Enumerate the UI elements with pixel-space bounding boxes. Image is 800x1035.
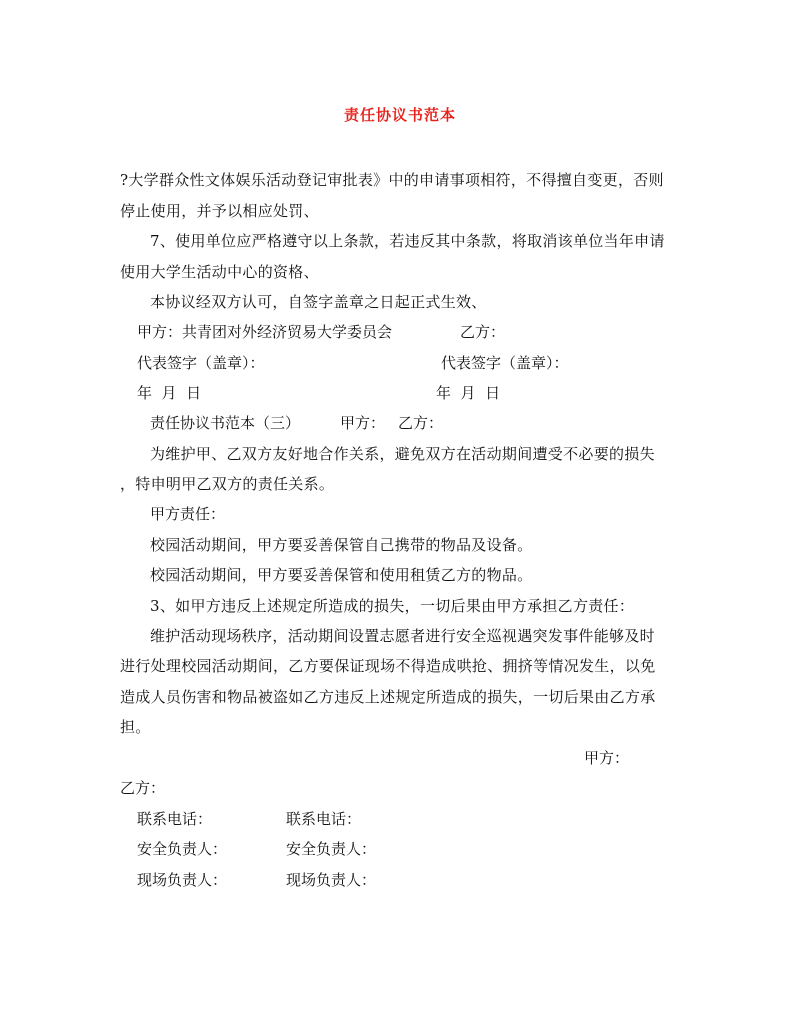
party-a-label: 甲方：共青团对外经济贸易大学委员会: [137, 323, 393, 341]
paragraph-line: 3、如甲方违反上述规定所造成的损失，一切后果由甲方承担乙方责任：: [150, 597, 635, 615]
paragraph-line: ?大学群众性文体娱乐活动登记审批表》中的申请事项相符，不得擅自变更，否则: [120, 171, 664, 189]
representative-signature-b: 代表签字（盖章）：: [441, 354, 569, 372]
paragraph-line: 停止使用，并予以相应处罚、: [120, 202, 319, 220]
paragraph-line: 校园活动期间，甲方要妥善保管和使用租赁乙方的物品。: [150, 566, 533, 584]
paragraph-line: 维护活动现场秩序，活动期间设置志愿者进行安全巡视遇突发事件能够及时: [150, 627, 655, 645]
paragraph-line: 本协议经双方认可，自签字盖章之日起正式生效、: [150, 293, 487, 311]
section-heading: 责任协议书范本（三）: [150, 414, 301, 432]
document-title: 责任协议书范本: [343, 106, 456, 124]
site-manager-a: 现场负责人：: [137, 871, 228, 889]
contact-phone-b: 联系电话：: [286, 810, 362, 828]
site-manager-b: 现场负责人：: [286, 871, 377, 889]
paragraph-line: 造成人员伤害和物品被盗如乙方违反上述规定所造成的损失，一切后果由乙方承: [120, 688, 656, 706]
representative-signature-a: 代表签字（盖章）：: [137, 354, 265, 372]
paragraph-line: 为维护甲、乙双方友好地合作关系，避免双方在活动期间遭受不必要的损失: [150, 445, 655, 463]
section-party-a: 甲方：: [340, 414, 386, 432]
party-a-responsibility-heading: 甲方责任：: [150, 505, 226, 523]
paragraph-line: 7、使用单位应严格遵守以上条款，若违反其中条款，将取消该单位当年申请: [150, 232, 665, 250]
paragraph-line: 校园活动期间，甲方要妥善保管自己携带的物品及设备。: [150, 536, 533, 554]
contact-phone-a: 联系电话：: [137, 810, 213, 828]
paragraph-line: 进行处理校园活动期间，乙方要保证现场不得造成哄抢、拥挤等情况发生，以免: [120, 657, 656, 675]
paragraph-line: ，特申明甲乙双方的责任关系。: [120, 475, 335, 493]
signature-party-b: 乙方：: [120, 779, 166, 797]
safety-officer-a: 安全负责人：: [137, 840, 228, 858]
section-party-b: 乙方：: [398, 414, 444, 432]
safety-officer-b: 安全负责人：: [286, 840, 377, 858]
signature-party-a: 甲方：: [584, 749, 630, 767]
date-b: 年 月 日: [436, 384, 501, 402]
paragraph-line: 使用大学生活动中心的资格、: [120, 263, 319, 281]
party-b-label: 乙方：: [460, 323, 506, 341]
date-a: 年 月 日: [137, 384, 202, 402]
paragraph-line: 担。: [120, 718, 151, 736]
